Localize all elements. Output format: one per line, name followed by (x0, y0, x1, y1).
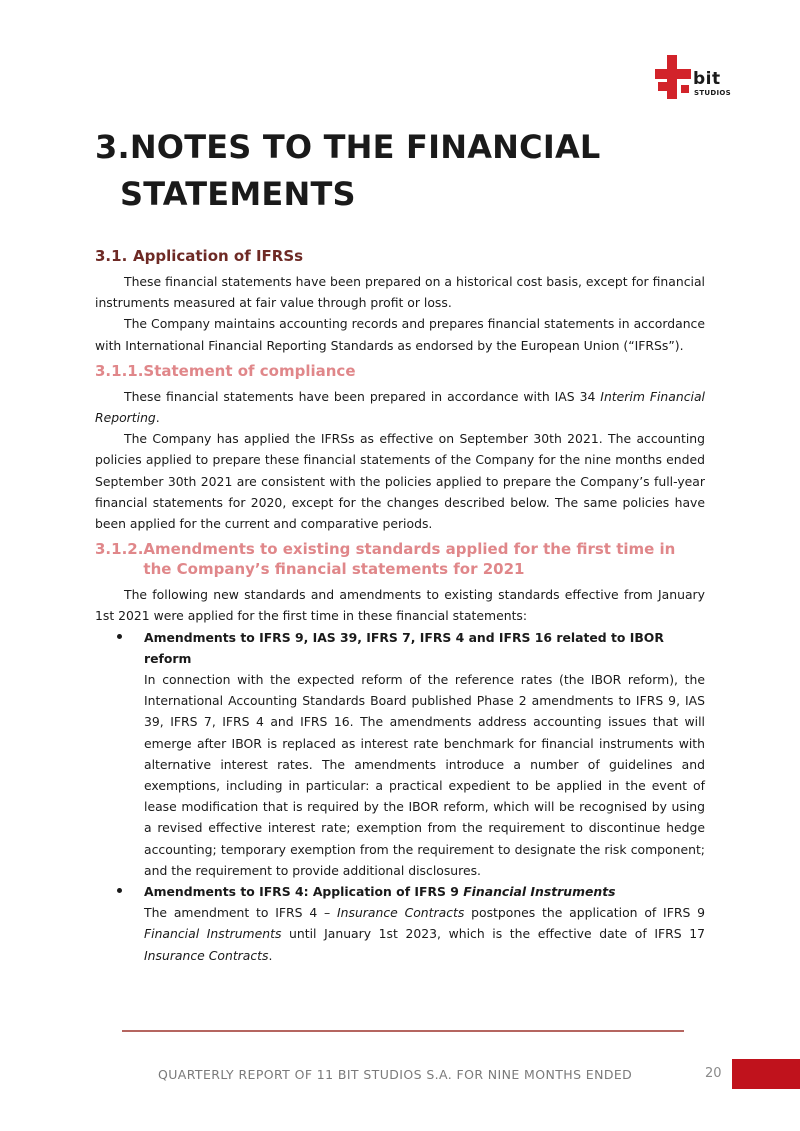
paragraph: These financial statements have been prepared on a historical cost basis, except for financial instruments measured at fair value through profit or loss. (95, 274, 705, 311)
list-item-title (144, 881, 705, 902)
section-number: 3.1. (95, 247, 128, 265)
logo-mark-icon (655, 55, 691, 99)
text-run: These financial statements have been prepared in accordance with IAS 34 (124, 388, 601, 404)
text-run-italic: Insurance Contracts (144, 947, 269, 963)
text-run: postpones the application of IFRS 9 (464, 905, 705, 921)
page-accent-block (732, 1059, 800, 1089)
section-title: Statement of compliance (143, 361, 356, 380)
list-item (95, 627, 705, 881)
paragraph: The Company maintains accounting records and prepares financial statements in accordance with International Financial Reporting Standards as endorsed by the European Union (“IFRSs”). (95, 316, 705, 353)
text-run: . (155, 410, 160, 426)
page-number: 20 (705, 1066, 722, 1081)
text-run-italic: Financial Instruments (463, 884, 616, 900)
paragraph: The following new standards and amendments to existing standards effective from January 1st 2021 were applied for the first time in these financial statements: (95, 587, 705, 624)
amendments-list (95, 627, 705, 966)
title-line-2: STATEMENTS (120, 175, 356, 213)
section-title: Application of IFRSs (133, 247, 304, 265)
list-item-text (144, 902, 705, 966)
section-title: Amendments to existing standards applied for the first time in the Company’s financial statements for 2021 (143, 540, 676, 579)
page-title (95, 124, 715, 218)
list-item (95, 881, 705, 966)
paragraph: The Company has applied the IFRSs as effective on September 30th 2021. The accounting policies applied to prepare these financial statements of the Company for the nine months ended September 30th 2021 are consistent with the policies applied to prepare the Company’s full-year financial statements for 2020, except for the changes described below. The same policies have been applied for the current and comparative periods. (95, 431, 705, 532)
company-logo (655, 55, 737, 99)
logo-sub: STUDIOS (694, 89, 732, 97)
bullet-icon (117, 634, 122, 639)
bullet-icon (117, 888, 122, 893)
document-body (95, 246, 705, 966)
text-run-italic: Financial Instruments (144, 926, 282, 942)
list-item-title: Amendments to IFRS 9, IAS 39, IFRS 7, IFRS 4 and IFRS 16 related to IBOR reform (144, 629, 664, 666)
text-run-italic: Insurance Contracts (336, 905, 465, 921)
footer-divider (122, 1030, 684, 1032)
text-run: The amendment to IFRS 4 – (144, 905, 337, 921)
list-item-text: In connection with the expected reform of the reference rates (the IBOR reform), the International Accounting Standards Board published Phase 2 amendments to IFRS 9, IAS 39, IFRS 7, IFRS 4 and IFRS 16. The amendments address accounting issues that will emerge after IBOR is replaced as interest rate benchmark for financial instruments with alternative interest rates. The amendments introduce a number of guidelines and exemptions, including in particular: a practical expedient to be applied in the event of lease modification that is required by the IBOR reform, which will be recognised by using a revised effective interest rate; exemption from the requirement to discontinue hedge accounting; temporary exemption from the requirement to designate the risk component; and the requirement to provide additional disclosures. (144, 672, 705, 878)
section-3-1-heading (95, 246, 705, 266)
section-number: 3.1.1. (95, 361, 144, 380)
footer-text: QUARTERLY REPORT OF 11 BIT STUDIOS S.A. FOR NINE MONTHS ENDED (158, 1067, 633, 1082)
text-run: until January 1st 2023, which is the effective date of IFRS 17 (281, 926, 705, 942)
text-run-italic: Interim Financial Reporting (95, 388, 705, 426)
section-3-1-2-heading (95, 539, 705, 579)
section-number: 3.1.2. (95, 540, 144, 559)
text-run: . (268, 947, 273, 963)
paragraph (95, 386, 705, 428)
logo-word: bit (693, 69, 721, 89)
text-run: Amendments to IFRS 4: Application of IFRS 9 (144, 884, 464, 900)
title-line-1: 3.NOTES TO THE FINANCIAL (95, 128, 601, 166)
section-3-1-1-heading (95, 361, 705, 381)
